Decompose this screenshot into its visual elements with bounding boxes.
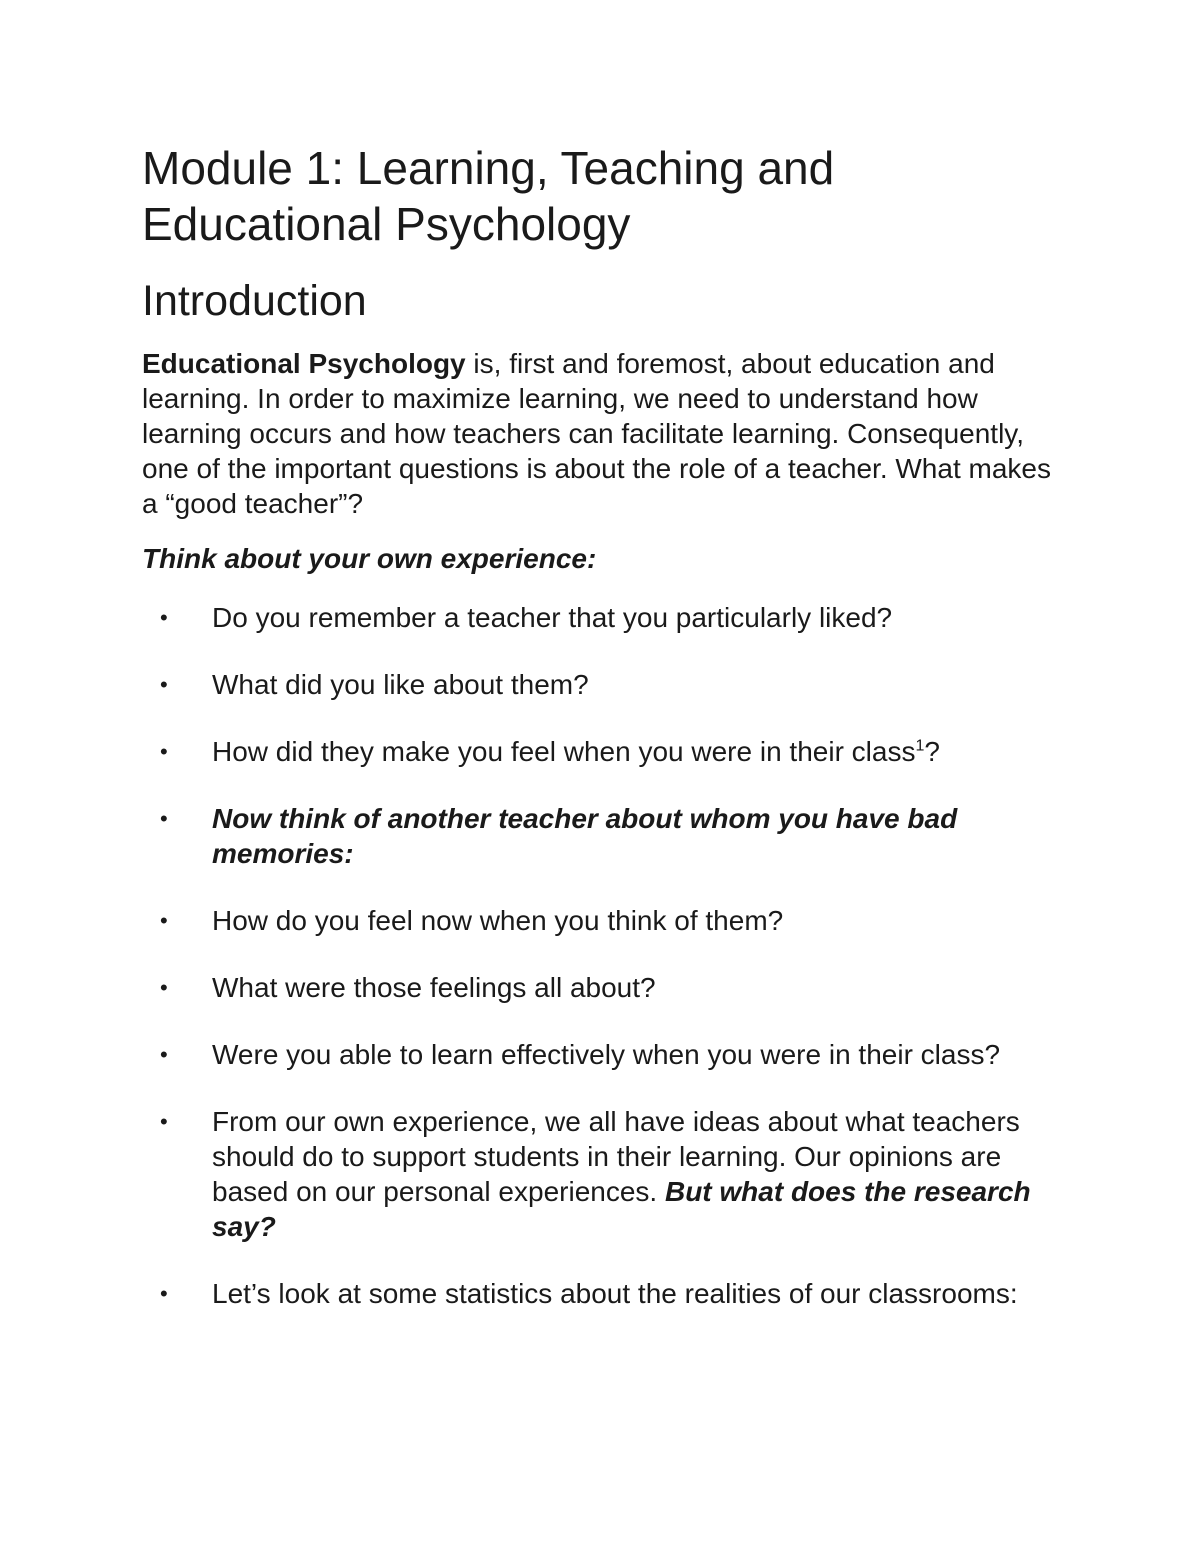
question-text-emphasis: Now think of another teacher about whom you have bad memories: xyxy=(212,803,958,869)
list-item xyxy=(142,903,1062,938)
intro-bold-term: Educational Psychology xyxy=(142,348,466,379)
question-text: What did you like about them? xyxy=(212,669,589,700)
bullet-icon: • xyxy=(160,1109,168,1134)
list-item xyxy=(142,600,1062,635)
section-heading-introduction: Introduction xyxy=(142,277,367,325)
bullet-icon: • xyxy=(160,908,168,933)
question-text: Do you remember a teacher that you particularly liked? xyxy=(212,602,893,633)
list-item xyxy=(142,801,1062,871)
question-list xyxy=(142,600,1062,1311)
reflection-prompt: Think about your own experience: xyxy=(142,543,597,574)
question-text: How do you feel now when you think of them? xyxy=(212,905,784,936)
bullet-icon: • xyxy=(160,672,168,697)
bullet-icon: • xyxy=(160,806,168,831)
list-item xyxy=(142,667,1062,702)
question-text: Were you able to learn effectively when you were in their class? xyxy=(212,1039,1001,1070)
question-text: From our own experience, we all have ideas about what teachers should do to support students in their learning. Our opinions are based on our personal experiences. xyxy=(212,1106,1020,1207)
list-item xyxy=(142,1037,1062,1072)
intro-text: is, first and foremost, about education and learning. In order to maximize learning, we need to understand how learning occurs and how teachers can facilitate learning. Consequently, one of the important questions is about the role of a teacher. What makes a “good teacher”? xyxy=(142,348,1051,519)
bullet-icon: • xyxy=(160,1042,168,1067)
footnote-marker[interactable]: 1 xyxy=(915,737,925,755)
list-item xyxy=(142,970,1062,1005)
bullet-icon: • xyxy=(160,975,168,1000)
question-text: What were those feelings all about? xyxy=(212,972,656,1003)
question-text-emphasis: But what does the research say? xyxy=(212,1176,1031,1242)
list-item xyxy=(142,1104,1062,1244)
question-end: ? xyxy=(924,736,940,767)
title-line-1: Module 1: Learning, Teaching and xyxy=(142,142,835,194)
bullet-icon: • xyxy=(160,739,168,764)
title-line-2: Educational Psychology xyxy=(142,198,631,250)
intro-paragraph xyxy=(142,346,1062,521)
document-page xyxy=(142,140,1062,1311)
bullet-icon: • xyxy=(160,605,168,630)
question-text: Let’s look at some statistics about the realities of our classrooms: xyxy=(212,1278,1018,1309)
bullet-icon: • xyxy=(160,1281,168,1306)
page-title xyxy=(142,140,1062,252)
list-item xyxy=(142,1276,1062,1311)
question-text: How did they make you feel when you were in their class xyxy=(212,736,916,767)
list-item xyxy=(142,734,1062,769)
